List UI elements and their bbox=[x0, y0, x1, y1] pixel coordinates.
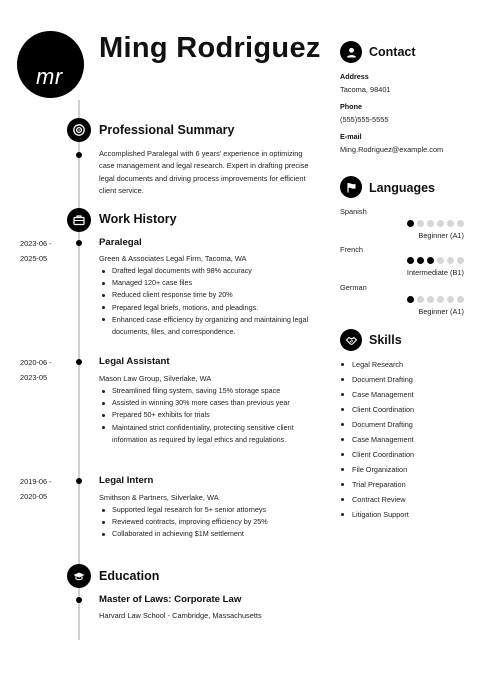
work-history-heading: Work History bbox=[99, 212, 177, 226]
education-degree: Master of Laws: Corporate Law bbox=[99, 594, 242, 605]
summary-text: Accomplished Paralegal with 6 years' experience in optimizing case management and legal research. Expert in drafting precise legal documents and driving process improvements for efficient client service. bbox=[99, 149, 309, 196]
list-item: Trial Preparation bbox=[340, 477, 465, 492]
list-item: Case Management bbox=[340, 432, 465, 447]
email-label: E-mail bbox=[340, 132, 362, 141]
list-item: Prepared legal briefs, motions, and pleadings. bbox=[99, 302, 319, 314]
address-label: Address bbox=[340, 72, 369, 81]
rating-dot-filled bbox=[417, 257, 424, 264]
list-item: File Organization bbox=[340, 462, 465, 477]
list-item: Drafted legal documents with 98% accuracy bbox=[99, 265, 319, 277]
rating-dot-empty bbox=[447, 220, 454, 227]
list-item: Prepared 50+ exhibits for trials bbox=[99, 409, 319, 421]
list-item: Managed 120+ case files bbox=[99, 277, 319, 289]
job-title: Legal Intern bbox=[99, 475, 154, 486]
rating-dot-filled bbox=[407, 296, 414, 303]
skills-heading: Skills bbox=[369, 333, 402, 347]
rating-dot-filled bbox=[427, 257, 434, 264]
list-item: Reviewed contracts, improving efficiency by 25% bbox=[99, 516, 319, 528]
graduation-cap-icon bbox=[67, 564, 91, 588]
language-rating bbox=[407, 257, 464, 264]
list-item: Supported legal research for 5+ senior attorneys bbox=[99, 504, 319, 516]
job-end-date: 2020-05 bbox=[20, 492, 48, 501]
job-dates bbox=[20, 355, 52, 385]
rating-dot-empty bbox=[427, 220, 434, 227]
list-item: Collaborated in achieving $1M settlement bbox=[99, 528, 319, 540]
target-icon bbox=[67, 118, 91, 142]
language-level: Intermediate (B1) bbox=[406, 268, 464, 277]
list-item: Contract Review bbox=[340, 492, 465, 507]
briefcase-icon bbox=[67, 208, 91, 232]
handshake-icon bbox=[340, 329, 362, 351]
job-employer: Mason Law Group, Silverlake, WA bbox=[99, 374, 212, 383]
list-item: Case Management bbox=[340, 387, 465, 402]
address-value: Tacoma, 98401 bbox=[340, 85, 391, 94]
rating-dot-empty bbox=[457, 257, 464, 264]
language-rating bbox=[407, 220, 464, 227]
timeline-dot bbox=[76, 478, 82, 484]
job-employer: Green & Associates Legal Firm, Tacoma, WA bbox=[99, 254, 247, 263]
language-level: Beginner (A1) bbox=[418, 231, 464, 240]
rating-dot-empty bbox=[457, 220, 464, 227]
job-dates bbox=[20, 236, 52, 266]
rating-dot-filled bbox=[407, 220, 414, 227]
job-bullets bbox=[99, 385, 319, 446]
list-item: Client Coordination bbox=[340, 402, 465, 417]
list-item: Streamlined filing system, saving 15% storage space bbox=[99, 385, 319, 397]
list-item: Enhanced case efficiency by organizing and maintaining legal documents, files, and correspondence. bbox=[99, 314, 319, 338]
timeline-dot bbox=[76, 597, 82, 603]
phone-value: (555)555-5555 bbox=[340, 115, 389, 124]
job-end-date: 2023-05 bbox=[20, 373, 48, 382]
list-item: Litigation Support bbox=[340, 507, 465, 522]
monogram-initials: mr bbox=[36, 64, 63, 89]
job-start-date: 2023-06 - bbox=[20, 239, 52, 248]
list-item: Assisted in winning 30% more cases than previous year bbox=[99, 397, 319, 409]
job-employer: Smithson & Partners, Silverlake, WA bbox=[99, 493, 219, 502]
phone-label: Phone bbox=[340, 102, 362, 111]
job-title: Paralegal bbox=[99, 237, 142, 248]
language-name: Spanish bbox=[340, 207, 367, 216]
job-start-date: 2020-06 - bbox=[20, 358, 52, 367]
list-item: Maintained strict confidentiality, protecting sensitive client information as required by legal ethics and regulations. bbox=[99, 422, 319, 446]
job-title: Legal Assistant bbox=[99, 356, 170, 367]
rating-dot-empty bbox=[417, 296, 424, 303]
timeline-dot bbox=[76, 359, 82, 365]
candidate-name: Ming Rodriguez bbox=[99, 32, 321, 64]
languages-heading: Languages bbox=[369, 181, 435, 195]
summary-heading: Professional Summary bbox=[99, 123, 235, 137]
education-heading: Education bbox=[99, 569, 160, 583]
language-name: German bbox=[340, 283, 367, 292]
monogram-avatar bbox=[17, 31, 84, 98]
job-bullets bbox=[99, 504, 319, 541]
rating-dot-empty bbox=[457, 296, 464, 303]
list-item: Document Drafting bbox=[340, 372, 465, 387]
rating-dot-empty bbox=[437, 257, 444, 264]
rating-dot-empty bbox=[447, 296, 454, 303]
flag-icon bbox=[340, 176, 362, 198]
job-start-date: 2019-06 - bbox=[20, 477, 52, 486]
rating-dot-empty bbox=[447, 257, 454, 264]
rating-dot-empty bbox=[417, 220, 424, 227]
skills-list bbox=[340, 357, 465, 522]
list-item: Legal Research bbox=[340, 357, 465, 372]
list-item: Reduced client response time by 20% bbox=[99, 289, 319, 301]
education-school: Harvard Law School - Cambridge, Massachusetts bbox=[99, 611, 262, 620]
language-level: Beginner (A1) bbox=[418, 307, 464, 316]
list-item: Document Drafting bbox=[340, 417, 465, 432]
email-value[interactable]: Ming.Rodriguez@example.com bbox=[340, 145, 444, 154]
rating-dot-empty bbox=[437, 296, 444, 303]
language-rating bbox=[407, 296, 464, 303]
job-dates bbox=[20, 474, 52, 504]
timeline-dot bbox=[76, 240, 82, 246]
rating-dot-empty bbox=[427, 296, 434, 303]
rating-dot-empty bbox=[437, 220, 444, 227]
job-bullets bbox=[99, 265, 319, 338]
user-icon bbox=[340, 41, 362, 63]
timeline-line bbox=[78, 100, 80, 640]
job-end-date: 2025-05 bbox=[20, 254, 48, 263]
contact-heading: Contact bbox=[369, 45, 416, 59]
language-name: French bbox=[340, 245, 364, 254]
list-item: Client Coordination bbox=[340, 447, 465, 462]
rating-dot-filled bbox=[407, 257, 414, 264]
timeline-dot bbox=[76, 152, 82, 158]
